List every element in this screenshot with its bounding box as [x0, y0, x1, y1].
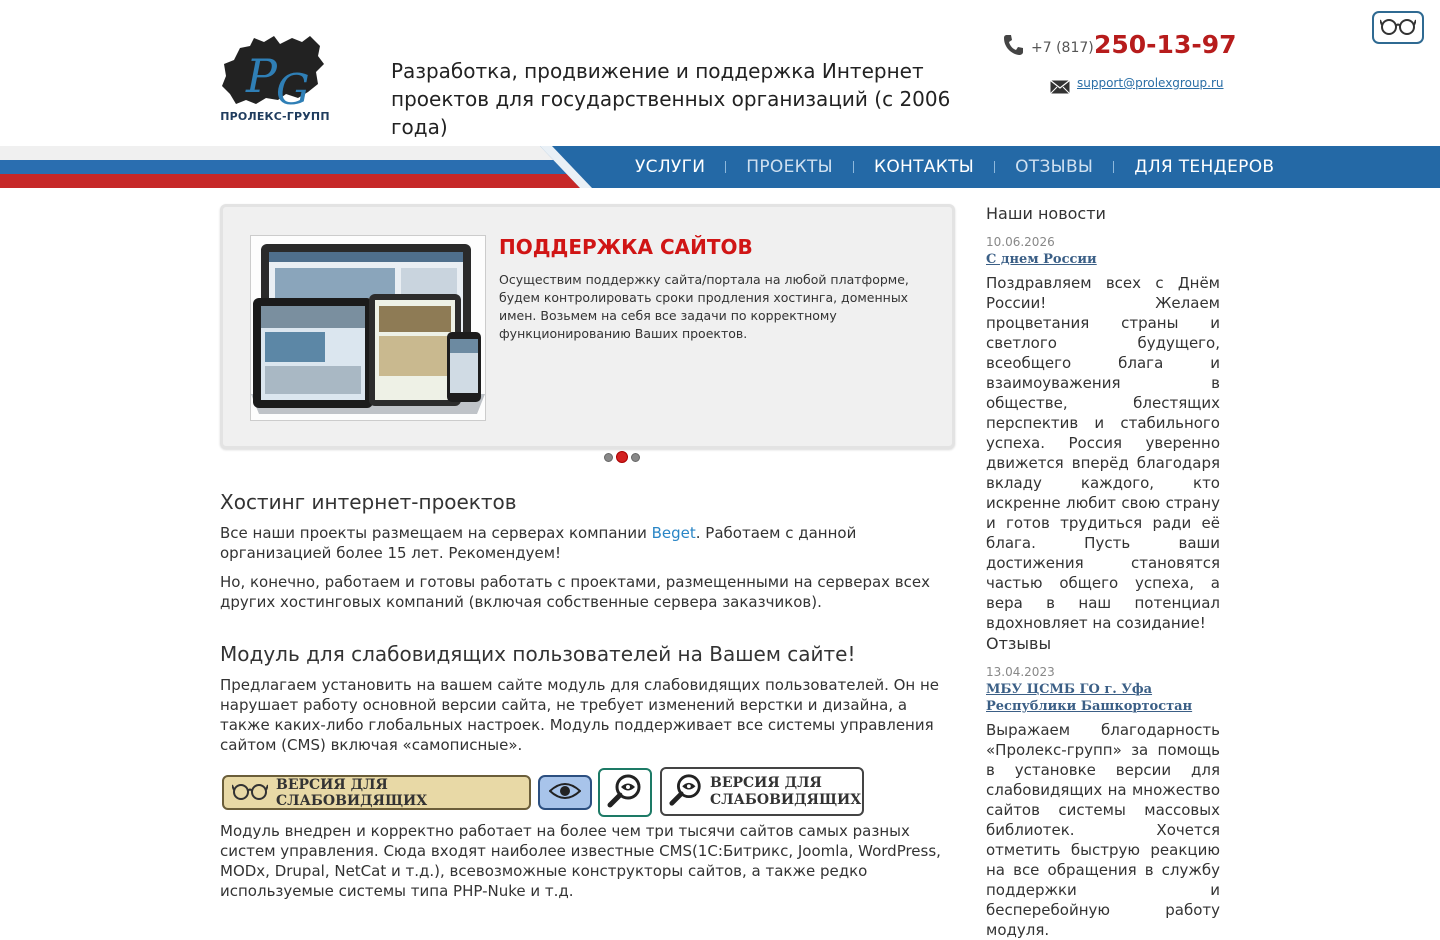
main-nav [615, 146, 1294, 188]
accessibility-toggle-button[interactable] [1372, 11, 1424, 44]
news-text: Поздравляем всех с Днём России! Желаем процветания страны и светлого будущего, всеобщего блага и взаимоуважения в обществе, блестящих перспектив и стабильного успеха. Россия уверенно движется вперёд благодаря вкладу каждого, кто искренне любит свою страну и готов трудиться ради её блага. Пусть ваши достижения становятся частью общего успеха, а вера в наш потенциал вдохновляет на созидание! [986, 274, 1220, 632]
support-email-link[interactable]: support@prolexgroup.ru [1077, 76, 1224, 90]
sample-button-label: ВЕРСИЯ ДЛЯ СЛАБОВИДЯЩИХ [276, 776, 428, 809]
review-text: Выражаем благодарность «Пролекс-групп» за помощь в установке версии для слабовидящих на множество сайтов системы массовых библиотек. Хочется отметить быструю реакцию на все обращения в службу поддержки и бесперебойную работу модуля. [986, 721, 1220, 939]
beget-link[interactable]: Beget [651, 524, 696, 542]
nav-item-reviews[interactable]: ОТЗЫВЫ [1015, 157, 1094, 177]
hosting-text: Все наши проекты размещаем на серверах компании [220, 524, 652, 542]
magnifier-eye-icon [606, 772, 644, 814]
nav-item-services[interactable]: УСЛУГИ [635, 157, 706, 177]
magnifier-eye-icon [668, 772, 704, 812]
slider-dot-1[interactable] [604, 453, 613, 462]
svg-text:G: G [276, 65, 310, 112]
nav-item-projects[interactable]: ПРОЕКТЫ [746, 157, 833, 177]
sample-button-label-line-1: ВЕРСИЯ ДЛЯ [710, 774, 822, 791]
mail-icon [1050, 79, 1070, 93]
accessibility-sample-button-2[interactable] [538, 775, 592, 810]
phone-number[interactable]: 250-13-97 [1094, 30, 1237, 59]
slide-text: Осуществим поддержку сайта/портала на любой платформе, будем контролировать сроки продления хостинга, доменных имен. Возьмем на себя все задачи по корректному функционированию Ваших проектов. [499, 272, 909, 341]
promo-slider [220, 204, 955, 449]
nav-item-tenders[interactable]: ДЛЯ ТЕНДЕРОВ [1134, 157, 1275, 177]
accessibility-sample-button-3[interactable] [598, 768, 652, 817]
glasses-icon [232, 782, 268, 804]
news-date: 10.06.2026 [986, 235, 1055, 249]
nav-item-contacts[interactable]: КОНТАКТЫ [873, 157, 975, 177]
svg-text:P: P [246, 49, 277, 103]
sample-button-label-line-2: СЛАБОВИДЯЩИХ [710, 791, 862, 808]
review-link[interactable]: МБУ ЦСМБ ГО г. Уфа Республики Башкортостан [986, 682, 1193, 714]
slide-image [250, 235, 486, 421]
news-link[interactable]: С днем России [986, 252, 1097, 267]
module-paragraph-1: Предлагаем установить на вашем сайте модуль для слабовидящих пользователей. Он не нарушает работу основной версии сайта, не требует изменений верстки и дизайна, а также каких-либо глобальных настроек. Модуль поддерживает все системы управления сайтом (CMS) включая «самописные». [220, 676, 940, 754]
reviews-heading: Отзывы [986, 634, 1052, 653]
slider-dot-3[interactable] [631, 453, 640, 462]
hosting-paragraph-1 [220, 523, 955, 563]
glasses-icon [1380, 17, 1416, 39]
eye-icon [549, 781, 581, 805]
logo-caption: ПРОЛЕКС-ГРУПП [220, 110, 330, 123]
slide-title: ПОДДЕРЖКА САЙТОВ [499, 235, 753, 259]
phone-icon [1003, 34, 1023, 56]
review-date: 13.04.2023 [986, 665, 1055, 679]
accessibility-sample-button-1[interactable] [222, 775, 531, 810]
news-heading: Наши новости [986, 204, 1106, 223]
phone-prefix: +7 (817) [1031, 40, 1094, 56]
hosting-paragraph-2: Но, конечно, работаем и готовы работать с проектами, размещенными на серверах всех других хостинговых компаний (включая собственные сервера заказчиков). [220, 573, 930, 611]
accessibility-sample-button-4[interactable] [660, 767, 864, 816]
site-tagline: Разработка, продвижение и поддержка Интернет проектов для государственных организаций (с 2006 года) [391, 59, 951, 139]
slider-dots [604, 451, 640, 463]
slider-dot-2[interactable] [616, 451, 628, 463]
hosting-text: . Работаем с данной организацией более 15 лет. Рекомендуем! [220, 524, 857, 562]
module-heading: Модуль для слабовидящих пользователей на Вашем сайте! [220, 642, 856, 666]
sample-button-label [710, 775, 861, 809]
module-paragraph-2: Модуль внедрен и корректно работает на более чем три тысячи сайтов самых разных систем управления. Сюда входят наиболее известные CMS(1С:Битрикс, Joomla, WordPress, MODx, Drupal, NetCat и т.д.), всевозможные конструкторы сайтов, а также редко используемые системы типа PHP-Nuke и т.д. [220, 822, 941, 900]
hosting-heading: Хостинг интернет-проектов [220, 490, 517, 514]
